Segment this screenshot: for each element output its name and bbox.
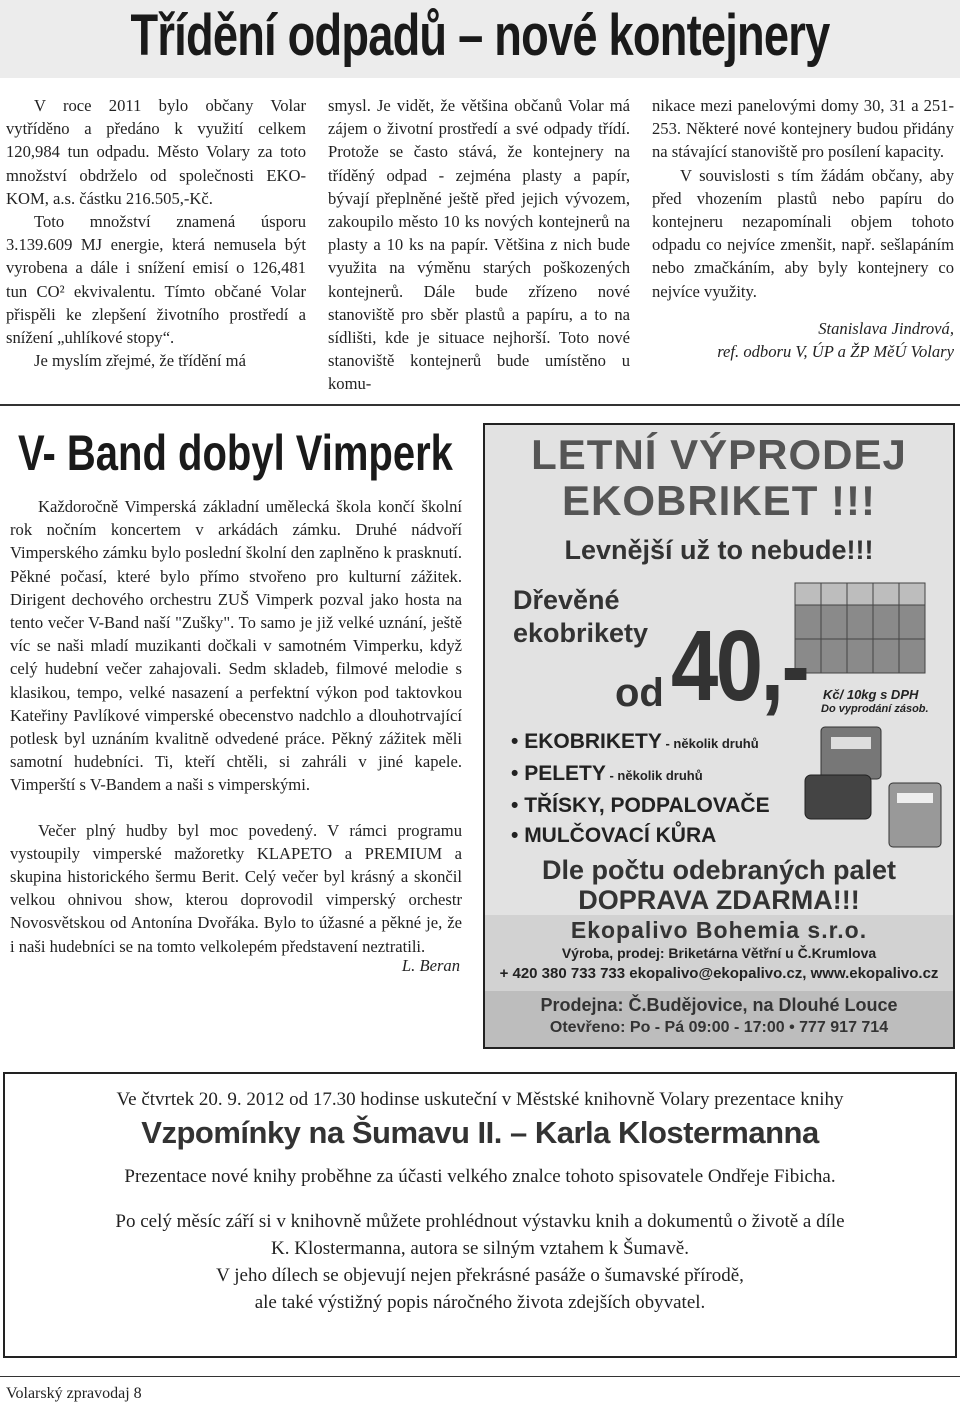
briquette-stack-picture [785,575,935,675]
item-name: EKOBRIKETY [524,730,662,753]
event-paragraph-line: K. Klostermanna, autora se silným vztahem k Šumavě. [271,1238,689,1259]
item-note: - několik druhů [661,736,759,751]
ad-product-line2: ekobrikety [513,618,649,648]
ad-shop: Prodejna: Č.Budějovice, na Dlouhé Louce [540,995,898,1015]
footer-page-label: Volarský zpravodaj 8 [6,1385,142,1402]
ekobriket-advertisement [483,423,955,1049]
list-item: • EKOBRIKETY - několik druhů [511,730,759,753]
article1-paragraph: Toto množství znamená úsporu 3.139.609 MJ energie, která nemusela být vyrobena a dále i snížení emisí o 126,481 tun CO² ekvivalentu. Tímto občané Volar přispěli ke zlepšení životního prostředí a snížení „uhlíkové stopy“. [6,212,306,348]
article1-paragraph: nikace mezi panelovými domy 30, 31 a 251-253. Některé nové kontejnery budou přidány na stávající stanoviště pro posílení kapacity. [652,96,954,162]
article1-col1 [6,94,306,372]
article2-title: V- Band dobyl Vimperk [18,425,453,481]
article2-author: L. Beran [401,955,460,975]
section-divider [0,404,960,406]
event-book-title: Vzpomínky na Šumavu II. – Karla Klostermanna [141,1115,819,1150]
article2-paragraph: Každoročně Vimperská základní umělecká škola končí školní rok nočním koncertem v arkádách zámku. Druhé nádvoří Vimperského zámku bylo poslední školní den zaplněno k prasknutí. Pěkné počasí, které bylo přímo stvořeno pro kulturní zážitek. Dirigent dechového orchestru ZUŠ Vimperk pozval jako hosta na tento večer V-Band naší "Zušky". To samo je již velké uznání, ještě víc se naši mladí muzikanti dočkali v samotném Vimperku, když celý hudební večer zahajovali. Sedm skladeb, filmové melodie s klasikou, tempo, velké nasazení a perfektní výkon pod taktovkou Kateřiny Pavlíkové vimperské obecenstvo nadchlo a dlouhotrvající potlesk byl uznáním kvalitně odvedené práce. Pěkný zážitek měli samotní hudebníci. Ti, kteří chtěli, si zahráli v jiné kapele. Vimperští s V-Bandem a naši s vimperskými. [10,497,462,795]
article1-col2 [328,94,630,396]
article1-paragraph: V souvislosti s tím žádám občany, aby před vhozením plastů nebo papíru do kontejneru nezapomínali objem tohoto odpadu co nejvíce zmenšit, např. sešlapáním nebo zmačkáním, aby byly kontejnery co nejvíce využity. [652,165,954,301]
event-paragraph-line: ale také výstižný popis náročného života zdejších obyvatel. [254,1292,706,1313]
item-note: - několik druhů [605,768,703,783]
ad-headline: LETNÍ VÝPRODEJ [531,431,907,478]
article1-col3 [652,94,954,363]
ad-company: Ekopalivo Bohemia s.r.o. [570,917,868,943]
ad-hours: Otevřeno: Po - Pá 09:00 - 17:00 • 777 917 714 [549,1019,889,1036]
article1-paragraph: smysl. Je vidět, že většina občanů Volar má zájem o životní prostředí a své odpady třídí. Protože se často stává, že kontejnery na tříděný odpad - zejména plasty a papír, bývají přeplněné ještě před jejich vývozem, zakoupilo město 10 ks nových kontejnerů na plasty a 10 ks na papír. Většina z nich bude využita na výměnu starých poškozených kontejnerů. Dále bude zřízeno nové stanoviště pro sběr plastů a papíru, a to na sídlišti, kde je situace nejhorší. Toto nové stanoviště kontejnerů bude umístěno u komu- [328,96,630,394]
item-name: MULČOVACÍ KŮRA [524,824,717,847]
article1-paragraph: V roce 2011 bylo občany Volar vytříděno a předáno k využití celkem 120,984 tun odpadu. Město Volary za toto množství obdrželo od společnosti EKO-KOM, a.s. částku 216.505,-Kč. [6,96,306,208]
ad-subheadline: EKOBRIKET !!! [562,477,876,524]
ad-tagline: Levnější už to nebude!!! [564,535,874,565]
ad-price: 40,- [671,610,808,722]
ad-price-prefix: od [615,671,664,715]
list-item: • TŘÍSKY, PODPALOVAČE [511,794,770,817]
ad-delivery-line1: Dle počtu odebraných palet [541,855,897,885]
event-announcement-box [3,1072,957,1358]
ad-contact: + 420 380 733 733 ekopalivo@ekopalivo.cz, www.ekopalivo.cz [499,965,939,982]
ad-production: Výroba, prodej: Briketárna Větřní u Č.Krumlova [561,945,877,961]
list-item: • MULČOVACÍ KŮRA [511,824,717,847]
event-paragraph-line: V jeho dílech se objevují nejen překrásné pasáže o šumavské přírodě, [216,1265,744,1286]
ad-product-line1: Dřevěné [513,585,620,615]
ad-delivery-line2: DOPRAVA ZDARMA!!! [578,885,860,915]
ad-price-unit: Kč/ 10kg s DPH [823,687,919,702]
item-name: PELETY [524,762,606,785]
event-intro: Ve čtvrtek 20. 9. 2012 od 17.30 hodinse uskuteční v Městské knihovně Volary prezentace knihy [116,1089,844,1110]
ad-product-list [511,727,770,851]
list-item: • PELETY - několik druhů [511,762,703,785]
item-name: TŘÍSKY, PODPALOVAČE [524,794,770,817]
article1-paragraph: Je myslím zřejmé, že třídění má [34,351,246,371]
event-paragraph-line: Po celý měsíc září si v knihovně můžete prohlédnout výstavku knih a dokumentů o životě a díle [115,1211,845,1232]
footer-rule [0,1376,960,1377]
article2-paragraph: Večer plný hudby byl moc povedený. V rámci programu vystoupily vimperské mažoretky KLAPETO a PREMIUM a skupina historického šermu Berit. Celý večer byl krásný a skončil velkou ohnivou show, kterou doprovodil vimperský orchestr Novosvětskou od Antonína Dvořáka. Bylo to úžasné a pěkné je, že i naši hudebníci se na tomto velkolepém představení neztratili. [10,820,462,956]
page-title: Třídění odpadů – nové kontejnery [130,3,830,68]
signature-name: Stanislava Jindrová, [818,318,954,338]
event-paragraph: Prezentace nové knihy proběhne za účasti velkého znalce tohoto spisovatele Ondřeje Fibicha. [124,1166,836,1187]
article2-body [10,495,462,977]
signature-dept: ref. odboru V, ÚP a ŽP MěÚ Volary [717,342,954,362]
product-packages-picture [803,723,943,851]
ad-price-note: Do vyprodání zásob. [821,703,929,715]
